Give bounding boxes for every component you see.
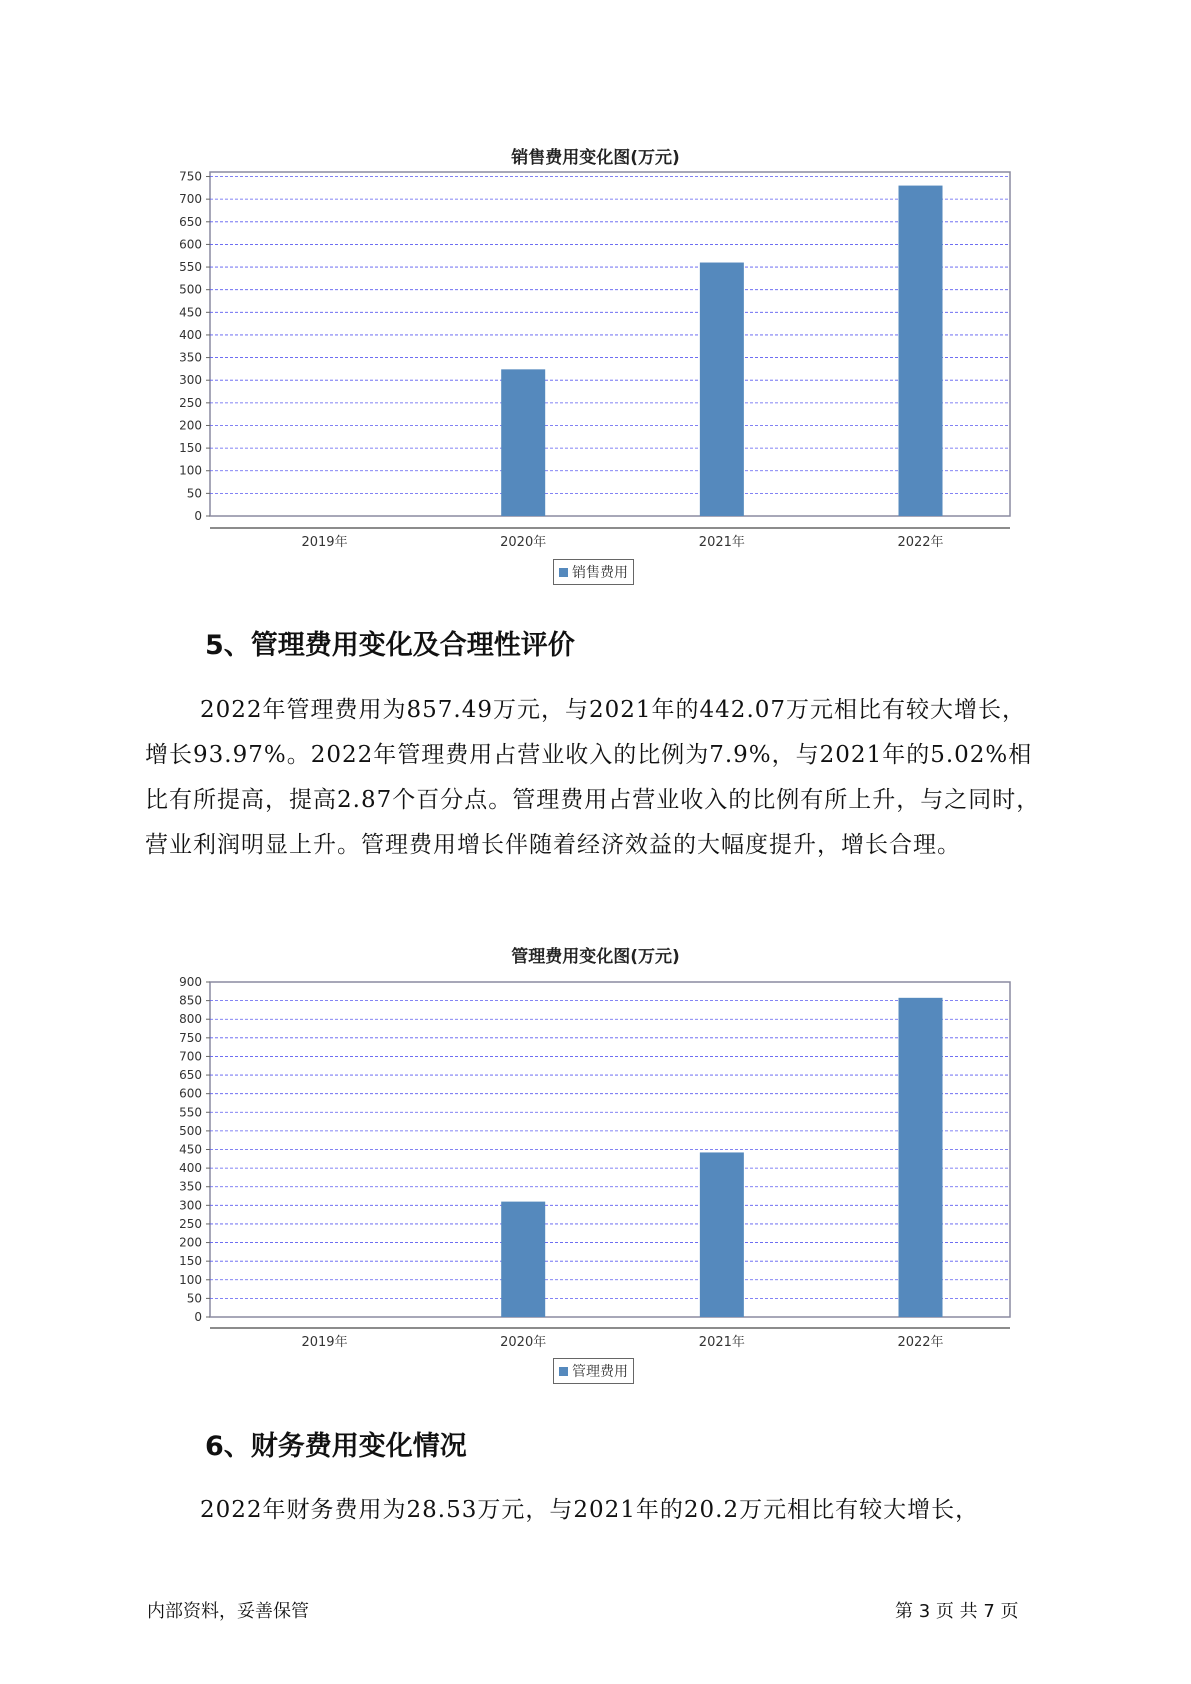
section-heading: 5、管理费用变化及合理性评价	[205, 630, 575, 661]
y-tick-label: 100	[179, 1272, 202, 1287]
y-tick-label: 900	[179, 975, 202, 989]
y-tick-label: 500	[179, 1123, 202, 1138]
y-tick-label: 50	[186, 486, 202, 501]
x-tick-label: 2019年	[301, 1335, 348, 1350]
x-tick-label: 2021年	[698, 1335, 745, 1350]
y-tick-label: 0	[194, 1310, 202, 1324]
y-tick-label: 200	[179, 418, 202, 433]
chart-legend	[553, 1358, 634, 1384]
y-tick-label: 400	[179, 327, 202, 342]
bar	[700, 1152, 744, 1317]
y-tick-label: 300	[179, 373, 202, 388]
bar	[501, 1202, 545, 1317]
section-paragraph: 2022年财务费用为28.53万元，与2021年的20.2万元相比有较大增长，	[200, 1497, 980, 1523]
y-tick-label: 500	[179, 282, 202, 297]
y-tick-label: 850	[179, 993, 202, 1008]
y-tick-label: 150	[179, 1254, 202, 1269]
legend-label: 管理费用	[572, 1364, 628, 1380]
y-tick-label: 50	[186, 1291, 202, 1306]
y-tick-label: 450	[179, 305, 202, 320]
y-tick-label: 100	[179, 463, 202, 478]
y-tick-label: 350	[179, 350, 202, 365]
x-tick-label: 2022年	[897, 1335, 944, 1350]
y-tick-label: 650	[179, 214, 202, 229]
y-tick-label: 600	[179, 1086, 202, 1101]
y-tick-label: 450	[179, 1142, 202, 1157]
section-heading: 6、财务费用变化情况	[205, 1431, 467, 1462]
x-tick-label: 2019年	[301, 535, 348, 550]
y-tick-label: 250	[179, 1216, 202, 1231]
y-tick-label: 750	[179, 169, 202, 184]
y-tick-label: 250	[179, 395, 202, 410]
y-tick-label: 700	[179, 192, 202, 207]
y-tick-label: 700	[179, 1049, 202, 1064]
y-tick-label: 650	[179, 1068, 202, 1083]
chart-title: 销售费用变化图(万元)	[511, 148, 680, 168]
footer-right: 第 3 页 共 7 页	[895, 1601, 1019, 1622]
y-tick-label: 200	[179, 1235, 202, 1250]
section-paragraph: 2022年管理费用为857.49万元，与2021年的442.07万元相比有较大增长，增长93.97%。2022年管理费用占营业收入的比例为7.9%，与2021年的5.02%相比有所提高，提高2.87个百分点。管理费用占营业收入的比例有所上升，与之同时，营业利润明显上升。管理费用增长伴随着经济效益的大幅度提升，增长合理。	[145, 697, 1041, 858]
bar	[899, 998, 943, 1317]
y-tick-label: 550	[179, 1105, 202, 1120]
legend-label: 销售费用	[572, 565, 628, 581]
y-tick-label: 550	[179, 260, 202, 275]
x-tick-label: 2020年	[500, 1335, 547, 1350]
legend-swatch	[559, 1367, 568, 1376]
y-tick-label: 600	[179, 237, 202, 252]
y-tick-label: 800	[179, 1012, 202, 1027]
chart-title: 管理费用变化图(万元)	[511, 947, 680, 967]
y-tick-label: 150	[179, 441, 202, 456]
footer-left: 内部资料，妥善保管	[147, 1601, 309, 1622]
y-tick-label: 350	[179, 1179, 202, 1194]
y-tick-label: 750	[179, 1030, 202, 1045]
x-tick-label: 2021年	[698, 535, 745, 550]
x-tick-label: 2022年	[897, 535, 944, 550]
y-tick-label: 0	[194, 509, 202, 523]
x-tick-label: 2020年	[500, 535, 547, 550]
y-tick-label: 400	[179, 1161, 202, 1176]
y-tick-label: 300	[179, 1198, 202, 1213]
